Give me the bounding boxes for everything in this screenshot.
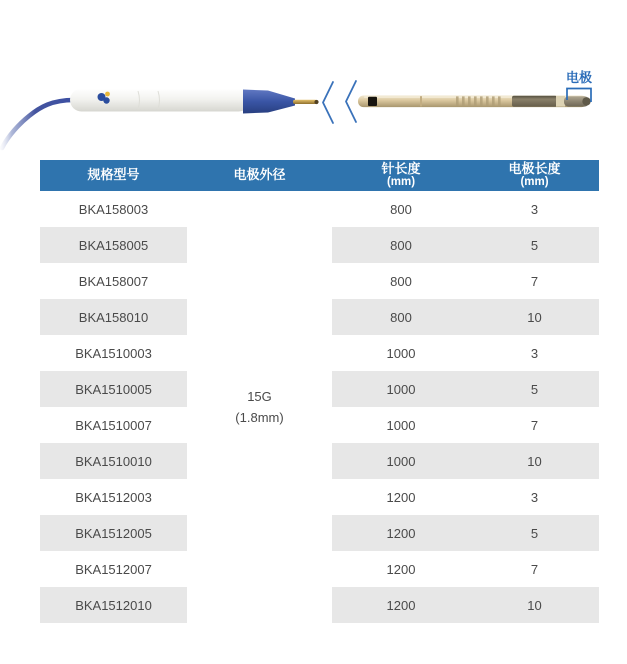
electrode-length-cell: 7 bbox=[470, 551, 599, 587]
header-outer-diameter-label: 电极外径 bbox=[233, 167, 286, 183]
electrode-length-cell: 5 bbox=[470, 371, 599, 407]
header-needle-length-unit: (mm) bbox=[386, 176, 416, 189]
pencil-cable bbox=[2, 100, 74, 148]
model-cell: BKA1510003 bbox=[40, 335, 187, 371]
needle-length-cell: 800 bbox=[332, 191, 470, 227]
needle-length-cell: 800 bbox=[332, 263, 470, 299]
model-cell: BKA1510007 bbox=[40, 407, 187, 443]
electrode-length-cell: 3 bbox=[470, 335, 599, 371]
model-cell: BKA158003 bbox=[40, 191, 187, 227]
header-model bbox=[40, 160, 187, 191]
model-cell: BKA1512003 bbox=[40, 479, 187, 515]
electrode-length-cell: 7 bbox=[470, 263, 599, 299]
needle-shaft bbox=[358, 96, 591, 108]
needle-length-cell: 1000 bbox=[332, 371, 470, 407]
shaft-dark-segment bbox=[512, 96, 557, 107]
pencil-needle-point bbox=[314, 100, 318, 104]
header-needle-length bbox=[332, 160, 470, 191]
header-electrode-length bbox=[470, 160, 599, 191]
needle-length-cell: 1000 bbox=[332, 443, 470, 479]
electrode-length-cell: 3 bbox=[470, 479, 599, 515]
product-illustration bbox=[0, 0, 627, 160]
model-cell: BKA1512007 bbox=[40, 551, 187, 587]
electrode-length-cell: 5 bbox=[470, 227, 599, 263]
header-electrode-length-unit: (mm) bbox=[520, 176, 549, 189]
break-marks-icon bbox=[323, 81, 356, 123]
needle-length-cell: 800 bbox=[332, 299, 470, 335]
electrode-length-cell: 3 bbox=[470, 191, 599, 227]
needle-length-cell: 800 bbox=[332, 227, 470, 263]
model-cell: BKA1512005 bbox=[40, 515, 187, 551]
shaft-marker bbox=[368, 97, 377, 106]
electrode-tip-end bbox=[582, 97, 590, 105]
header-outer-diameter bbox=[187, 160, 332, 191]
electrode-length-cell: 7 bbox=[470, 407, 599, 443]
model-cell: BKA158005 bbox=[40, 227, 187, 263]
spec-table bbox=[40, 160, 599, 623]
gauge-value: 15G bbox=[247, 388, 272, 404]
outer-diameter-merged-cell bbox=[187, 191, 332, 623]
needle-length-cell: 1000 bbox=[332, 335, 470, 371]
needle-length-cell: 1000 bbox=[332, 407, 470, 443]
header-electrode-length-label: 电极长度 bbox=[508, 160, 561, 176]
header-model-label: 规格型号 bbox=[87, 167, 140, 183]
model-cell: BKA1510005 bbox=[40, 371, 187, 407]
electrode-length-cell: 5 bbox=[470, 515, 599, 551]
model-cell: BKA1510010 bbox=[40, 443, 187, 479]
diameter-value: (1.8mm) bbox=[235, 410, 284, 425]
electrode-length-cell: 10 bbox=[470, 587, 599, 623]
model-cell: BKA1512010 bbox=[40, 587, 187, 623]
header-needle-length-label: 针长度 bbox=[381, 160, 421, 176]
needle-length-cell: 1200 bbox=[332, 479, 470, 515]
needle-length-cell: 1200 bbox=[332, 587, 470, 623]
pencil-body bbox=[70, 89, 250, 112]
needle-length-cell: 1200 bbox=[332, 551, 470, 587]
pencil-needle bbox=[293, 100, 317, 104]
needle-length-cell: 1200 bbox=[332, 515, 470, 551]
electrode-label: 电极 bbox=[565, 70, 593, 85]
electrode-length-cell: 10 bbox=[470, 443, 599, 479]
model-cell: BKA158010 bbox=[40, 299, 187, 335]
electrode-length-cell: 10 bbox=[470, 299, 599, 335]
pencil-nose-cone bbox=[243, 90, 295, 114]
model-cell: BKA158007 bbox=[40, 263, 187, 299]
